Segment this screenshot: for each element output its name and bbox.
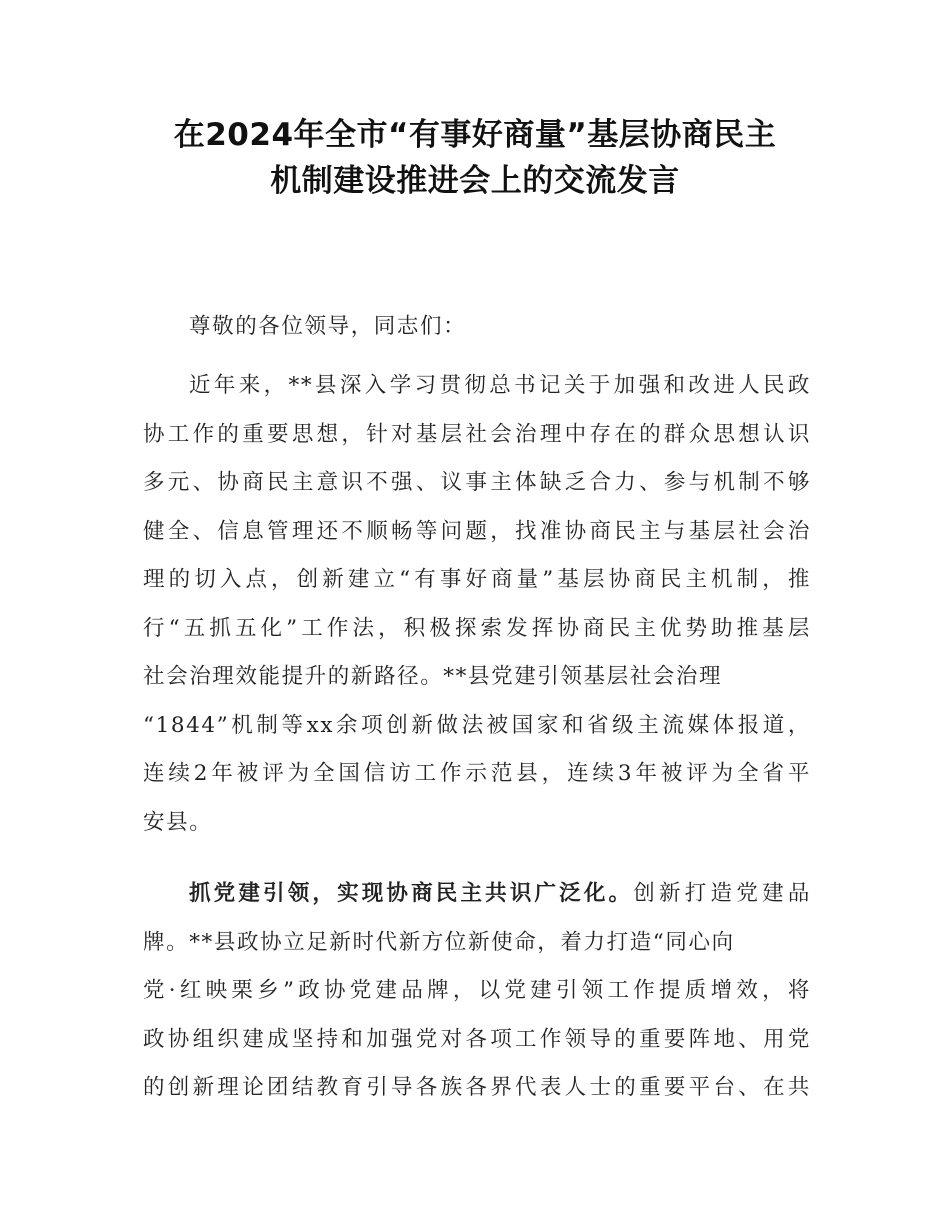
paragraph-line: 政协组织建成坚持和加强党对各项工作领导的重要阵地、用党	[143, 1026, 811, 1052]
paragraph-line: 健全、信息管理还不顺畅等问题，找准协商民主与基层社会治	[143, 518, 811, 544]
section-heading: 抓党建引领，实现协商民主共识广泛化。	[189, 881, 634, 906]
paragraph-line: 党·红映栗乡”政协党建品牌，以党建引领工作提质增效，将	[143, 978, 811, 1003]
paragraph-line: 牌。**县政协立足新时代新方位新使命，着力打造“同心向	[143, 929, 735, 955]
paragraph-line: 理的切入点，创新建立“有事好商量”基层协商民主机制，推	[143, 567, 811, 592]
paragraph-first-line	[143, 870, 811, 919]
salutation	[143, 303, 811, 352]
title-line-2: 机制建设推进会上的交流发言	[270, 163, 680, 199]
paragraph-line: 安县。	[143, 809, 213, 835]
paragraph-line-rest: 创新打造党建品	[633, 881, 811, 906]
paragraph-line: 连续2年被评为全国信访工作示范县，连续3年被评为全省平	[143, 761, 811, 786]
paragraph-line: 多元、协商民主意识不强、议事主体缺乏合力、参与机制不够	[143, 470, 811, 495]
paragraph-line: 行“五抓五化”工作法，积极探索发挥协商民主优势助推基层	[143, 615, 811, 641]
document-title	[120, 112, 830, 204]
paragraph-line: 近年来，**县深入学习贯彻总书记关于加强和改进人民政	[189, 373, 811, 398]
title-line-1: 在2024年全市“有事好商量”基层协商民主	[173, 117, 777, 153]
paragraph-line: 协工作的重要思想，针对基层社会治理中存在的群众思想认识	[143, 421, 811, 447]
paragraph-party-building	[143, 870, 811, 1113]
salutation-text: 尊敬的各位领导，同志们：	[189, 314, 467, 339]
paragraph-line: “1844”机制等xx余项创新做法被国家和省级主流媒体报道，	[143, 712, 811, 738]
paragraph-line: 社会治理效能提升的新路径。**县党建引领基层社会治理	[143, 664, 723, 689]
paragraph-line: 的创新理论团结教育引导各族各界代表人士的重要平台、在共	[143, 1075, 811, 1100]
paragraph-intro	[143, 362, 811, 847]
